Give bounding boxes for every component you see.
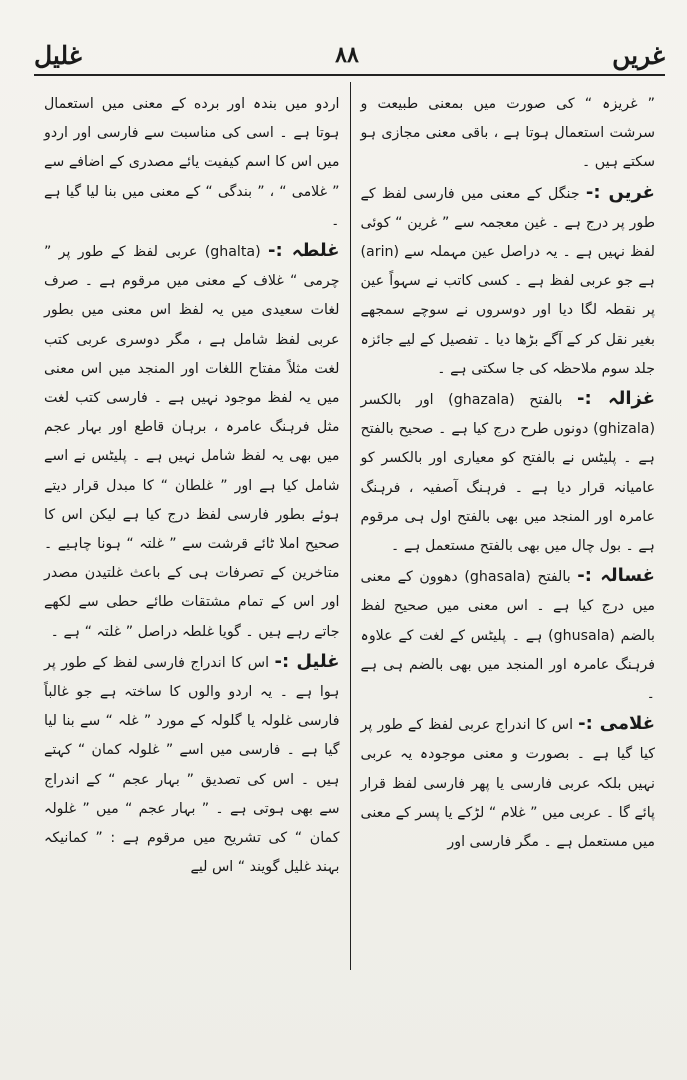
entry-headword: غلامی :- [578, 713, 656, 735]
entry-headword: غسالہ :- [577, 565, 655, 587]
entry-text: (ghalta) عربی لفظ کے طور پر ” چرمی “ غلاف کے معنی میں مرقوم ہے ۔ صرف لغات سعیدی میں یہ لفظ اس معنی میں بطور عربی لفظ شامل ہے ، مگر دوسری عربی کتب لغت مثلاً مفتاح اللغات اور المنجد میں اس معنی میں یہ لفظ موجود نہیں ہے ۔ فارسی کتب لغت مثل فرہنگ عامرہ ، برہان قاطع اور بہار عجم میں بھی یہ لفظ شامل نہیں ہے ۔ پلیٹس نے اسے شامل کیا ہے اور ” غلطان “ کا مبدل قرار دیتے ہوئے بطور فارسی لفظ درج کیا ہے لیکن اس کا صحیح املا ٹائے قرشت سے ” غلتہ “ ہونا چاہیے ۔ متاخرین کے تصرفات ہی کے باعث غلتیدن مصدر اور اس کے تمام مشتقات طائے حطی سے لکھے جاتے رہے ہیں ۔ گویا غلطہ دراصل ” غلتہ “ ہے ۔ [44, 244, 340, 640]
entry-text: بالفتح (ghasala) دھوون کے معنی میں درج کیا ہے ۔ اس معنی میں صحیح لفظ بالضم (ghusala) ہے ۔ پلیٹس کے لغت کے علاوہ فرہنگ عامرہ اور المنجد میں بھی بالضم ہی ہے ۔ [360, 569, 655, 703]
entry-text: اس کا اندراج فارسی لفظ کے طور پر ہوا ہے ۔ یہ اردو والوں کا ساختہ ہے جو غالباً فارسی غلولہ یا گلولہ کے مورد ” غلہ “ سے بنا لیا گیا ہے ۔ فارسی میں اسے ” غلولہ کمان “ کہتے ہیں ۔ اس کی تصدیق ” بہار عجم “ کے اندراج سے بھی ہوتی ہے ۔ ” بہار عجم “ میں ” غلولہ کمان “ کی تشریح میں مرقوم ہے : ” کمانیکہ بہند غلیل گویند “ اس لیے [44, 654, 340, 876]
left-column [34, 82, 350, 970]
right-column [350, 82, 666, 970]
entry-text: اردو میں بندہ اور برده کے معنی میں استعمال ہوتا ہے ۔ اسی کی مناسبت سے فارسی اور اردو میں اس کا اسم کیفیت یائے مصدری کے اضافے سے ” غلامی “ ، ” بندگی “ کے معنی میں بنا لیا گیا ہے ۔ [44, 96, 340, 229]
dictionary-entry [361, 178, 656, 384]
page-number: ۸۸ [335, 42, 359, 68]
entry-headword: غلطہ :- [268, 240, 340, 262]
header-guide-word-left: غلیل [34, 41, 82, 70]
entry-text: بالفتح (ghazala) اور بالکسر (ghizala) دونوں طرح درج کیا ہے ۔ صحیح بالفتح ہے ۔ پلیٹس نے بالفتح کو معیاری اور بالکسر کو عامیانہ قرار دیا ہے ۔ فرہنگ آصفیہ ، فرہنگ عامرہ اور المنجد میں بھی بالفتح اول ہی مرقوم ہے ۔ بول چال میں بھی بالفتح مستعمل ہے ۔ [360, 392, 655, 555]
entry-headword: غریں :- [585, 181, 655, 203]
entry-headword: غزالہ :- [577, 388, 655, 410]
dictionary-entry [44, 647, 340, 883]
dictionary-entry [361, 561, 656, 709]
running-header [34, 32, 665, 76]
dictionary-entry [44, 236, 340, 647]
dictionary-entry [361, 709, 656, 857]
entry-text: ” غریزہ “ کی صورت میں بمعنی طبیعت و سرشت استعمال ہوتا ہے ، باقی معنی مجازی ہو سکتے ہیں ۔ [360, 96, 655, 171]
entry-text: اس کا اندراج عربی لفظ کے طور پر کیا گیا ہے ۔ بصورت و معنی موجودہ یہ عربی نہیں بلکہ عربی فارسی یا پھر فارسی لفظ قرار پائے گا ۔ عربی میں ” غلام “ لڑکے یا پسر کے معنی میں مستعمل ہے ۔ مگر فارسی اور [360, 717, 655, 851]
entry-headword: غلیل :- [274, 650, 340, 672]
text-columns [34, 82, 665, 970]
dictionary-entry [44, 88, 340, 236]
dictionary-entry [361, 384, 656, 561]
entry-text: جنگل کے معنی میں فارسی لفظ کے طور پر درج ہے ۔ غین معجمہ سے ” غرین “ کوئی لفظ نہیں ہے ۔ یہ دراصل عین مہملہ سے (arin) ہے جو عربی لفظ ہے ۔ کسی کاتب نے سہواً عین پر نقطہ لگا دیا اور دوسروں نے سوچے سمجھے بغیر نقل کر کے آگے بڑھا دیا ۔ تفصیل کے لیے جائزہ جلد سوم ملاحظہ کی جا سکتی ہے ۔ [360, 185, 655, 377]
dictionary-entry [361, 88, 656, 178]
header-guide-word-right: غریں [612, 41, 665, 70]
